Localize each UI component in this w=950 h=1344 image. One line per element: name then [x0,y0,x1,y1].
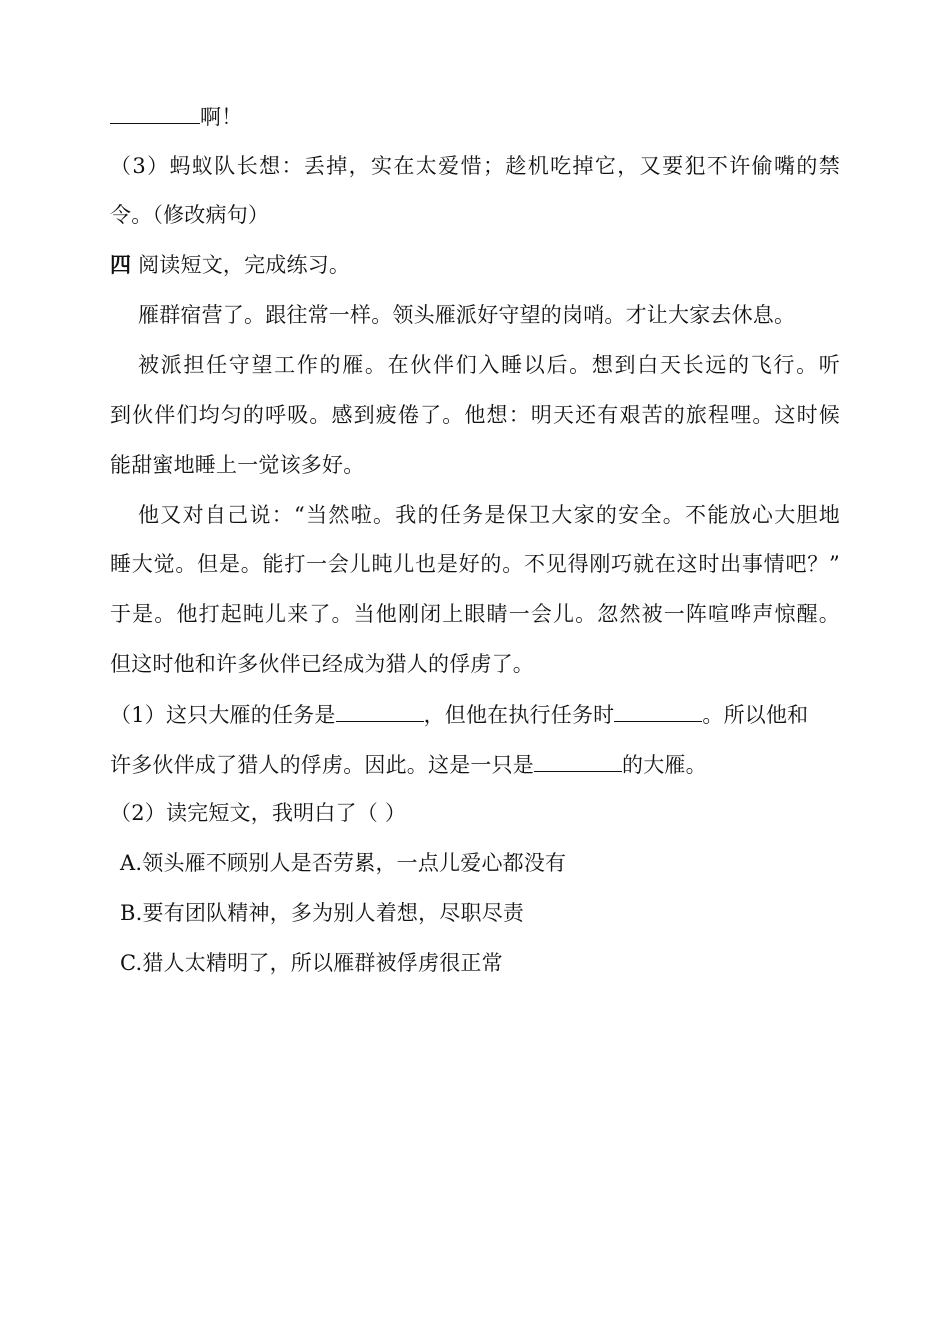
passage-paragraph-2-line-2: 到伙伴们均匀的呼吸。感到疲倦了。他想：明天还有艰苦的旅程哩。这时候 [110,403,840,427]
exclamation-text: 啊！ [200,105,243,129]
q1-blank-task[interactable] [336,699,424,722]
section-title: 阅读短文，完成练习。 [138,253,351,277]
q1-text-4: 许多伙伴成了猎人的俘虏。因此。这是一只是 [110,753,534,777]
section-4-heading [110,250,350,280]
section-number: 四 [110,252,132,277]
q3-line-2: 令。（修改病句） [110,203,270,227]
question-1-line-1 [110,699,808,730]
previous-answer-line [110,101,242,132]
q1-text-3: 。所以他和 [702,703,809,727]
passage-paragraph-2-line-3: 能甜蜜地睡上一觉该多好。 [110,453,365,477]
passage-paragraph-3-line-1: 他又对自己说：“当然啦。我的任务是保卫大家的安全。不能放心大胆地 [138,503,840,527]
q3-line-1: （3）蚂蚁队长想：丢掉，实在太爱惜；趁机吃掉它，又要犯不许偷嘴的禁 [110,154,840,178]
q1-text-2: ，但他在执行任务时 [423,703,615,727]
q1-text-5: 的大雁。 [622,753,707,777]
passage-paragraph-3-line-3: 于是。他打起盹儿来了。当他刚闭上眼睛一会儿。忽然被一阵喧哗声惊醒。 [110,602,840,626]
question-1-line-2 [110,749,707,780]
q1-text-1: （1）这只大雁的任务是 [110,703,336,727]
answer-blank[interactable] [110,101,200,124]
option-a[interactable]: A.领头雁不顾别人是否劳累，一点儿爱心都没有 [120,851,567,875]
q1-blank-description[interactable] [534,749,622,772]
passage-paragraph-2-line-1: 被派担任守望工作的雁。在伙伴们入睡以后。想到白天长远的飞行。听 [138,353,840,377]
question-2-stem: （2）读完短文，我明白了（ ） [110,801,407,825]
option-c[interactable]: C.猎人太精明了，所以雁群被俘虏很正常 [120,951,503,975]
passage-paragraph-3-line-4: 但这时他和许多伙伴已经成为猎人的俘虏了。 [110,652,534,676]
passage-paragraph-1: 雁群宿营了。跟往常一样。领头雁派好守望的岗哨。才让大家去休息。 [138,303,796,327]
q1-blank-behavior[interactable] [614,699,702,722]
option-b[interactable]: B.要有团队精神，多为别人着想，尽职尽责 [120,901,525,925]
passage-paragraph-3-line-2: 睡大觉。但是。能打一会儿盹儿也是好的。不见得刚巧就在这时出事情吧？” [110,552,840,576]
